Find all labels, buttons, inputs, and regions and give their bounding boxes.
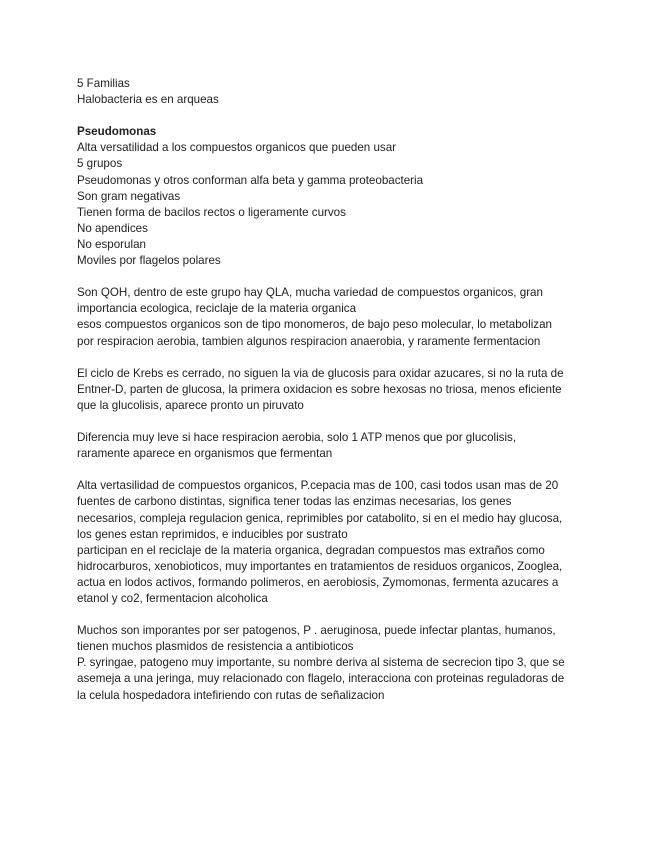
paragraph [77, 285, 577, 349]
text-line: Moviles por flagelos polares [77, 254, 221, 268]
text-line: fuentes de carbono distintas, significa tener todas las enzimas necesarias, los genes [77, 495, 512, 509]
text-line: No esporulan [77, 237, 146, 251]
intro-line: Halobacteria es en arqueas [77, 93, 219, 107]
text-line: Muchos son imporantes por ser patogenos, P . aeruginosa, puede infectar plantas, humanos, [77, 624, 556, 638]
section-heading: Pseudomonas [77, 125, 157, 139]
text-line: actua en lodos activos, formando polimeros, en aerobiosis, Zymomonas, fermenta azucares a [77, 575, 559, 589]
document-page [77, 76, 577, 704]
text-line: El ciclo de Krebs es cerrado, no siguen la via de glucosis para oxidar azucares, si no la ruta de [77, 366, 564, 380]
text-line: Alta vertasilidad de compuestos organicos, P.cepacia mas de 100, casi todos usan mas de 20 [77, 479, 559, 493]
spacer [77, 607, 577, 623]
spacer [77, 350, 577, 366]
intro-line: 5 Familias [77, 77, 130, 90]
text-line: Diferencia muy leve si hace respiracion aerobia, solo 1 ATP menos que por glucolisis, [77, 431, 517, 445]
spacer [77, 269, 577, 285]
text-line: participan en el reciclaje de la materia organica, degradan compuestos mas extraños como [77, 543, 545, 557]
text-line: Entner-D, parten de glucosa, la primera oxidacion es sobre hexosas no triosa, menos eficiente [77, 382, 562, 396]
text-line: P. syringae, patogeno muy importante, su nombre deriva al sistema de secrecion tipo 3, que se [77, 656, 565, 670]
text-line: Alta versatilidad a los compuestos organicos que pueden usar [77, 141, 397, 155]
text-line: esos compuestos organicos son de tipo monomeros, de bajo peso molecular, lo metabolizan [77, 318, 552, 332]
paragraph [77, 366, 577, 414]
text-line: los genes estan reprimidos, e inducibles por sustrato [77, 527, 348, 541]
paragraph [77, 478, 577, 607]
text-line: 5 grupos [77, 157, 123, 171]
text-line: etanol y co2, fermentacion alcoholica [77, 592, 268, 605]
text-line: Son gram negativas [77, 189, 181, 203]
text-line: por respiracion aerobia, tambien algunos respiracion anaerobia, y raramente fermentacion [77, 334, 541, 348]
text-line: la celula hospedadora intefiriendo con rutas de señalizacion [77, 688, 385, 702]
text-line: hidrocarburos, xenobioticos, muy importantes en tratamientos de residuos organicos, Zooglea, [77, 559, 563, 573]
text-line: Son QOH, dentro de este grupo hay QLA, mucha variedad de compuestos organicos, gran [77, 286, 543, 300]
text-line: Pseudomonas y otros conforman alfa beta y gamma proteobacteria [77, 173, 424, 187]
text-line: Tienen forma de bacilos rectos o ligeramente curvos [77, 205, 346, 219]
spacer [77, 462, 577, 478]
text-line: tienen muchos plasmidos de resistencia a antibioticos [77, 640, 354, 654]
text-line: que la glucolisis, aparece pronto un piruvato [77, 398, 304, 412]
text-line: necesarios, compleja regulacion genica, reprimibles por catabolito, si en el medio hay glucosa, [77, 511, 563, 525]
paragraph [77, 430, 577, 462]
text-line: raramente aparece en organismos que fermentan [77, 447, 333, 461]
text-line: No apendices [77, 221, 148, 235]
paragraph [77, 623, 577, 703]
spacer [77, 414, 577, 430]
spacer [77, 108, 577, 124]
text-line: importancia ecologica, reciclaje de la materia organica [77, 302, 357, 316]
text-line: asemeja a una jeringa, muy relacionado con flagelo, interacciona con proteinas reguladoras de [77, 672, 565, 686]
